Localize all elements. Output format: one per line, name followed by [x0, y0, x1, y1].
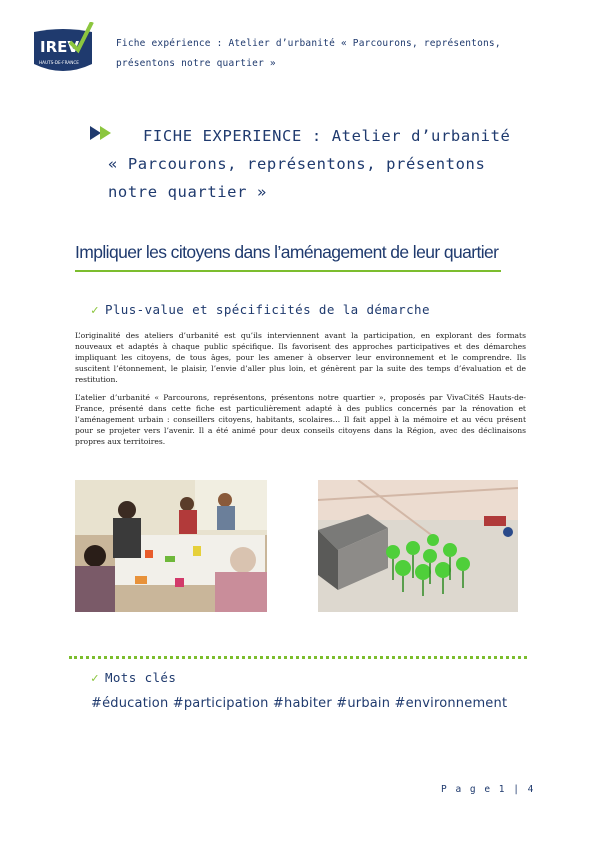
irev-logo: [32, 22, 94, 78]
subtitle-underline: [75, 270, 501, 272]
section-heading-text: Mots clés: [104, 670, 177, 685]
svg-text:IREV: IREV: [40, 38, 79, 56]
scale-model-photo: [318, 480, 518, 612]
workshop-participants-photo: [75, 480, 267, 612]
svg-text:HAUTS-DE-FRANCE: HAUTS-DE-FRANCE: [39, 60, 79, 65]
title-line-3: notre quartier »: [108, 183, 267, 201]
subtitle: Impliquer les citoyens dans l’aménagement de leur quartier: [75, 242, 499, 262]
section-heading-mots-cles: [91, 670, 176, 685]
paragraph-originalite: L’originalité des ateliers d’urbanité est qu’ils interviennent avant la participation, en explorant des formats nouveaux et adaptés à chaque public spécifique. Ils favorisent des approches participatives et des démarches impliquant les citoyens, de tous âges, pour les amener à observer leur environnement et le comprendre. Ils suscitent l’étonnement, le plaisir, l’envie d’aller plus loin, et génèrent par la suite des temps d’évaluation et de restitution.: [75, 331, 526, 384]
running-header: [116, 34, 556, 74]
paragraph-atelier: L’atelier d’urbanité « Parcourons, représentons, présentons notre quartier », proposés par VivaCitéS Hauts-de-France, présenté dans cette fiche est particulièrement adapté à des publics concernés par la rénovation et l’aménagement urbain : conseillers citoyens, habitants, scolaires… Il fait appel à la mémoire et au vécu présent pour se projeter vers l’avenir. Il a été animé pour deux conseils citoyens dans la Région, avec des déclinaisons propres aux territoires.: [75, 393, 526, 446]
page-number: P a g e 1 | 4: [441, 784, 535, 795]
section-divider: [69, 656, 527, 659]
check-icon: ✓: [91, 302, 99, 317]
section-heading-text: Plus-value et spécificités de la démarche: [104, 302, 430, 317]
check-icon: ✓: [91, 670, 99, 685]
keywords: #éducation #participation #habiter #urbain #environnement: [91, 696, 508, 711]
title-line-1: FICHE EXPERIENCE : Atelier d’urbanité: [143, 127, 511, 145]
header-line-1: Fiche expérience : Atelier d’urbanité « Parcourons, représentons,: [116, 38, 501, 49]
page-title: [108, 122, 528, 206]
section-heading-plus-value: [91, 302, 430, 317]
title-line-2: « Parcourons, représentons, présentons: [108, 155, 486, 173]
header-line-2: présentons notre quartier »: [116, 58, 276, 69]
